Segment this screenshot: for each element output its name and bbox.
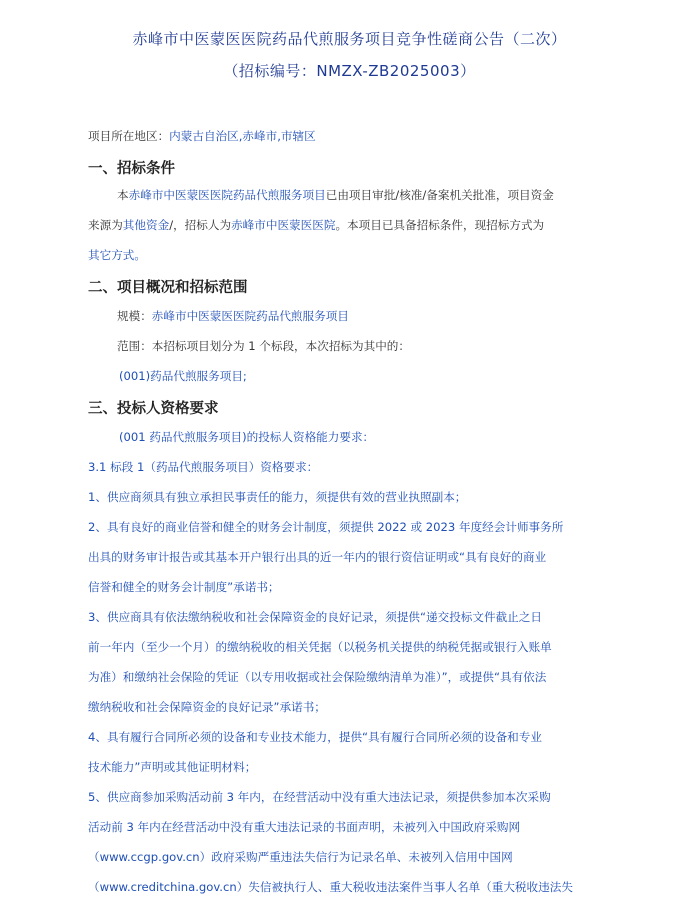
tenderer-name: 赤峰市中医蒙医医院: [231, 218, 336, 232]
requirement-2-line-2: 出具的财务审计报告或其基本开户银行出具的近一年内的银行资信证明或“具有良好的商业: [88, 550, 547, 564]
location-value: 内蒙古自治区,赤峰市,市辖区: [169, 129, 316, 143]
requirement-5-line-3: （www.ccgp.gov.cn）政府采购严重违法失信行为记录名单、未被列入信用中国网: [88, 850, 513, 864]
section-heading-overview: 二、项目概况和招标范围: [88, 280, 248, 296]
lot-item: (001)药品代煎服务项目;: [119, 369, 247, 383]
conditions-line-1: [117, 187, 657, 203]
requirement-2-line-3: 信誉和健全的财务会计制度”承诺书；: [88, 580, 280, 594]
requirement-4-line-1: 4、具有履行合同所必须的设备和专业技术能力，提供“具有履行合同所必须的设备和专业: [88, 730, 542, 744]
requirement-5-line-1: 5、供应商参加采购活动前 3 年内，在经营活动中没有重大违法记录，须提供参加本次采购: [88, 790, 551, 804]
requirement-3-line-3: 为准）和缴纳社会保险的凭证（以专用收据或社会保险缴纳清单为准）”，或提供“具有依法: [88, 670, 547, 684]
project-scale: [117, 308, 657, 324]
page-title: 赤峰市中医蒙医医院药品代煎服务项目竞争性磋商公告（二次）: [132, 30, 567, 48]
requirement-3-line-4: 缴纳税收和社会保障资金的良好记录”承诺书；: [88, 700, 326, 714]
project-name-link: 赤峰市中医蒙医医院药品代煎服务项目: [128, 188, 326, 202]
project-location: [88, 128, 628, 144]
tender-code: （招标编号：NMZX-ZB2025003）: [223, 62, 476, 80]
project-scope: 范围：本招标项目划分为 1 个标段，本次招标为其中的：: [117, 339, 410, 353]
requirement-2-line-1: 2、具有良好的商业信誉和健全的财务会计制度，须提供 2022 或 2023 年度经会计师事务所: [88, 520, 564, 534]
requirement-5-line-4: （www.creditchina.gov.cn）失信被执行人、重大税收违法案件当事人名单（重大税收违法失: [88, 880, 573, 894]
requirement-5-line-2: 活动前 3 年内在经营活动中没有重大违法记录的书面声明，未被列入中国政府采购网: [88, 820, 521, 834]
qualification-intro: (001 药品代煎服务项目)的投标人资格能力要求：: [119, 430, 375, 444]
requirement-4-line-2: 技术能力”声明或其他证明材料；: [88, 760, 257, 774]
fund-source: 其他资金: [122, 218, 170, 232]
text-run: 。本项目已具备招标条件，现招标方式为: [335, 218, 545, 232]
requirement-1: 1、供应商须具有独立承担民事责任的能力，须提供有效的营业执照副本；: [88, 490, 467, 504]
scale-label: 规模：: [117, 309, 152, 323]
location-label: 项目所在地区：: [88, 129, 170, 143]
text-run: 已由项目审批/核准/备案机关批准，项目资金: [325, 188, 554, 202]
text-run: 本: [117, 188, 129, 202]
requirement-3-line-2: 前一年内（至少一个月）的缴纳税收的相关凭据（以税务机关提供的纳税凭据或银行入账单: [88, 640, 552, 654]
section-heading-qualifications: 三、投标人资格要求: [88, 401, 219, 417]
text-run: /，招标人为: [169, 218, 232, 232]
scale-value: 赤峰市中医蒙医医院药品代煎服务项目: [151, 309, 349, 323]
requirement-3-line-1: 3、供应商具有依法缴纳税收和社会保障资金的良好记录，须提供“递交投标文件截止之日: [88, 610, 542, 624]
lot-requirements-heading: 3.1 标段 1（药品代煎服务项目）资格要求：: [88, 460, 319, 474]
conditions-line-3: 其它方式。: [88, 248, 146, 262]
conditions-line-2: [88, 217, 628, 233]
text-run: 来源为: [88, 218, 123, 232]
section-heading-conditions: 一、招标条件: [88, 161, 175, 177]
